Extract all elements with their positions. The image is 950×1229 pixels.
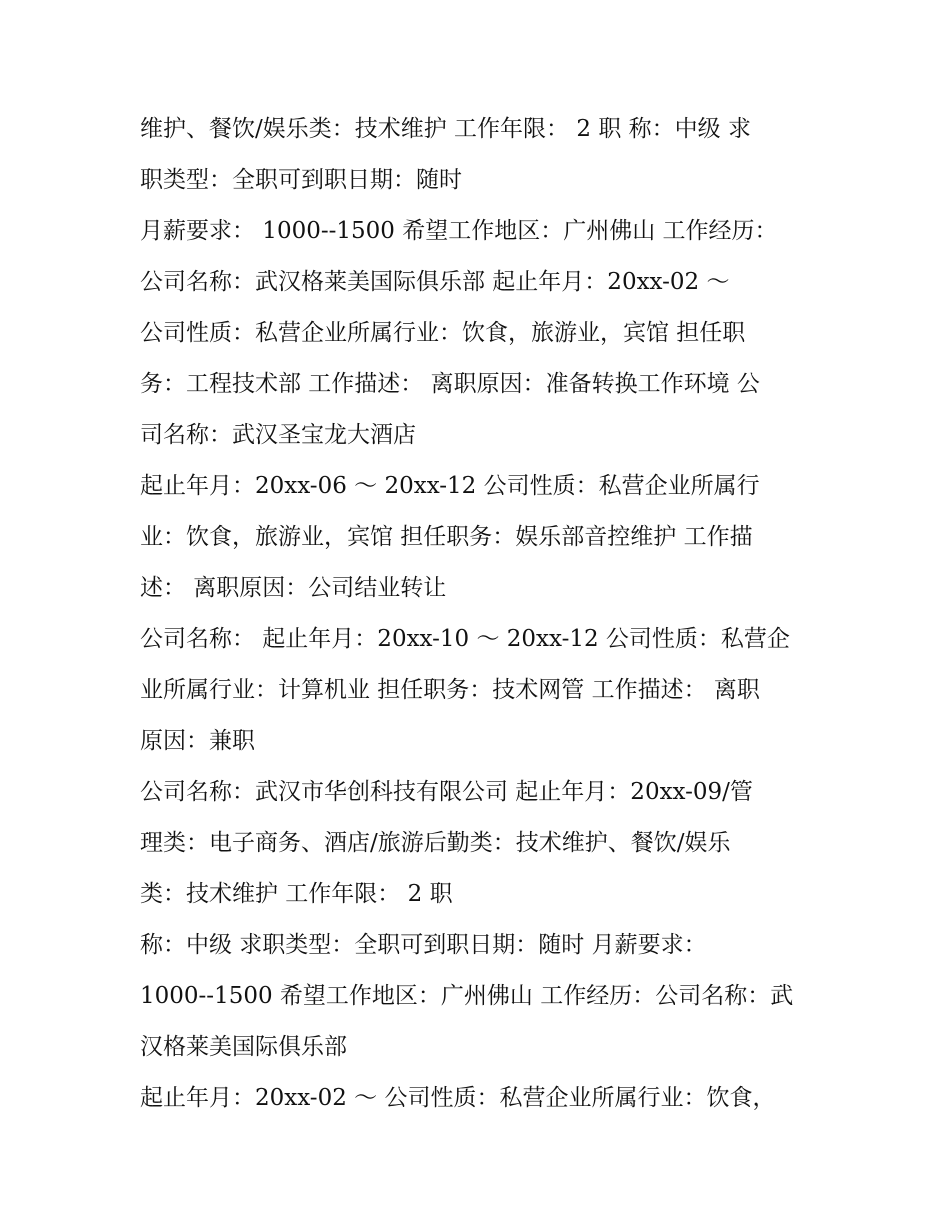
text-line-17: 称：中级 求职类型：全职可到职日期：随时 月薪要求： — [140, 932, 707, 958]
text-line-18: 1000--1500 希望工作地区：广州佛山 工作经历：公司名称：武 — [140, 983, 794, 1009]
text-line-2: 职类型：全职可到职日期：随时 — [140, 167, 462, 193]
text-line-9: 业：饮食，旅游业，宾馆 担任职务：娱乐部音控维护 工作描 — [140, 524, 753, 550]
text-line-5: 公司性质：私营企业所属行业：饮食，旅游业，宾馆 担任职 — [140, 320, 746, 346]
text-line-8: 起止年月：20xx-06 ～ 20xx-12 公司性质：私营企业所属行 — [140, 473, 760, 499]
text-line-7: 司名称：武汉圣宝龙大酒店 — [140, 422, 416, 448]
text-line-1: 维护、餐饮/娱乐类：技术维护 工作年限： 2 职 称：中级 求 — [140, 116, 751, 142]
text-line-6: 务：工程技术部 工作描述： 离职原因：准备转换工作环境 公 — [140, 371, 760, 397]
text-line-14: 公司名称：武汉市华创科技有限公司 起止年月：20xx-09/管 — [140, 779, 753, 805]
text-line-3: 月薪要求： 1000--1500 希望工作地区：广州佛山 工作经历： — [140, 218, 778, 244]
text-line-10: 述： 离职原因：公司结业转让 — [140, 575, 447, 601]
text-line-16: 类：技术维护 工作年限： 2 职 — [140, 881, 453, 907]
text-line-11: 公司名称： 起止年月：20xx-10 ～ 20xx-12 公司性质：私营企 — [140, 626, 790, 652]
text-line-13: 原因：兼职 — [140, 728, 255, 754]
text-line-15: 理类：电子商务、酒店/旅游后勤类：技术维护、餐饮/娱乐 — [140, 830, 731, 856]
text-line-19: 汉格莱美国际俱乐部 — [140, 1034, 347, 1060]
text-line-12: 业所属行业：计算机业 担任职务：技术网管 工作描述： 离职 — [140, 677, 760, 703]
text-line-4: 公司名称：武汉格莱美国际俱乐部 起止年月：20xx-02 ～ — [140, 269, 730, 295]
text-line-20: 起止年月：20xx-02 ～ 公司性质：私营企业所属行业：饮食， — [140, 1085, 776, 1111]
